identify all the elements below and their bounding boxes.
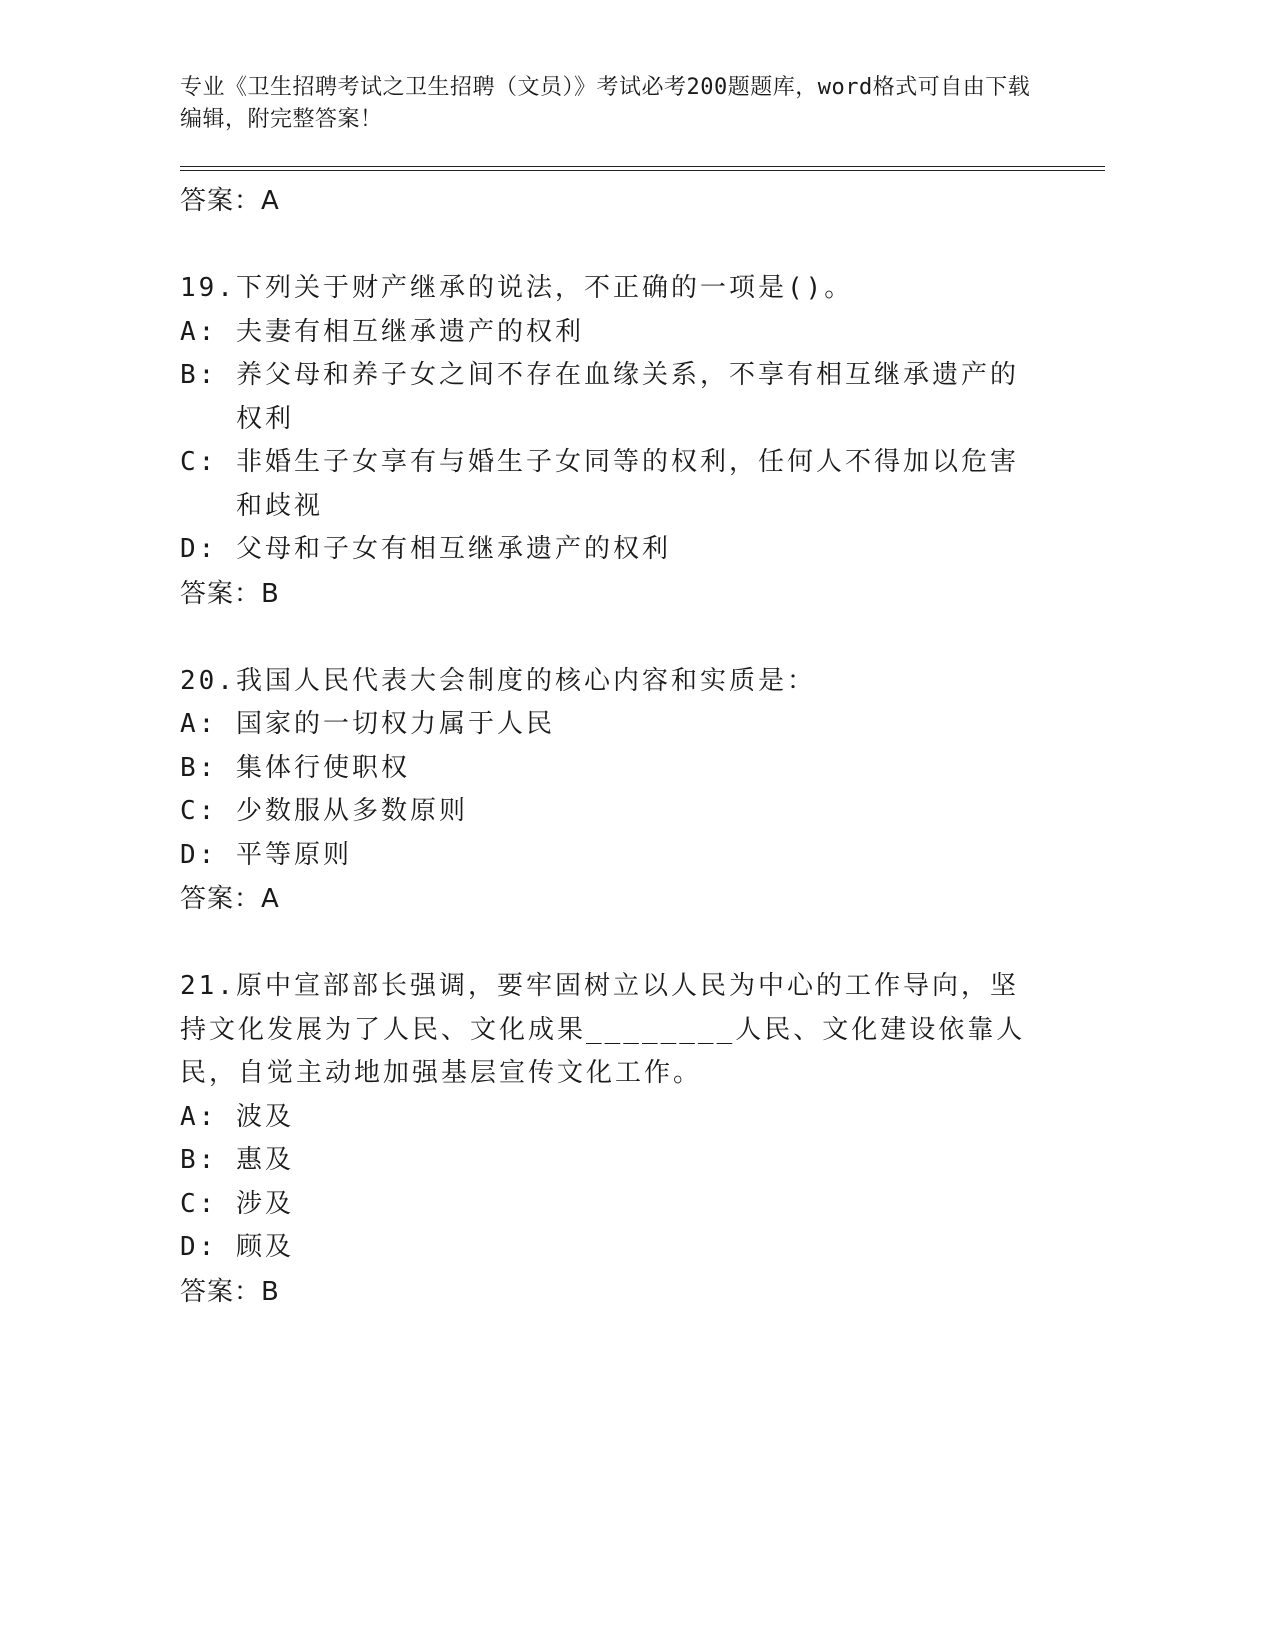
option-text: 父母和子女有相互继承遗产的权利 — [235, 534, 671, 564]
option-a — [180, 1096, 1030, 1140]
answer-label: 答案：B — [180, 1276, 280, 1307]
option-text: 涉及 — [235, 1188, 294, 1219]
question-text: 19.下列关于财产继承的说法，不正确的一项是()。 — [180, 273, 854, 303]
question-21 — [180, 965, 1105, 1312]
option-d — [180, 1226, 1030, 1270]
option-key: C: — [180, 447, 218, 477]
question-text: 21.原中宣部部长强调，要牢固树立以人民为中心的工作导向，坚持文化发展为了人民、文化成果________人民、文化建设依靠人民，自觉主动地加强基层宣传文化工作。 — [180, 971, 1026, 1088]
answer-label: 答案：B — [180, 578, 280, 609]
answer-label: 答案：A — [180, 884, 280, 914]
option-a — [180, 311, 1030, 355]
option-key: D: — [180, 839, 218, 870]
option-a — [180, 703, 1030, 747]
option-key: A: — [180, 709, 218, 739]
option-text: 顾及 — [235, 1232, 294, 1262]
option-key: D: — [180, 534, 218, 564]
option-c — [180, 790, 1030, 834]
option-key: B: — [180, 360, 218, 390]
option-text: 平等原则 — [235, 839, 352, 870]
option-key: A: — [180, 1101, 218, 1132]
option-key: A: — [180, 316, 218, 347]
question-text: 20.我国人民代表大会制度的核心内容和实质是： — [180, 665, 816, 696]
document-page — [180, 72, 1105, 1312]
option-key: C: — [180, 1188, 218, 1219]
option-text: 非婚生子女享有与婚生子女同等的权利，任何人不得加以危害和歧视 — [235, 447, 1019, 521]
question-20 — [180, 660, 1105, 920]
option-text: 养父母和养子女之间不存在血缘关系，不享有相互继承遗产的权利 — [235, 360, 1019, 434]
option-c — [180, 1183, 1030, 1227]
option-text: 波及 — [235, 1101, 294, 1132]
question-19 — [180, 267, 1105, 614]
option-text: 惠及 — [235, 1145, 294, 1175]
option-d — [180, 834, 1030, 878]
option-key: D: — [180, 1232, 218, 1262]
option-c — [180, 441, 1030, 528]
option-b — [180, 354, 1030, 441]
option-text: 国家的一切权力属于人民 — [235, 709, 555, 739]
option-key: B: — [180, 752, 218, 783]
answer-label: 答案：A — [180, 186, 280, 216]
document-header: 专业《卫生招聘考试之卫生招聘（文员）》考试必考200题题库，word格式可自由下载编辑，附完整答案！ — [180, 75, 1031, 132]
option-text: 集体行使职权 — [235, 752, 410, 783]
option-text: 少数服从多数原则 — [235, 796, 468, 826]
option-b — [180, 747, 1030, 791]
option-b — [180, 1139, 1030, 1183]
option-d — [180, 528, 1030, 572]
option-key: C: — [180, 796, 218, 826]
option-text: 夫妻有相互继承遗产的权利 — [235, 316, 584, 347]
header-divider — [180, 166, 1105, 171]
option-key: B: — [180, 1145, 218, 1175]
